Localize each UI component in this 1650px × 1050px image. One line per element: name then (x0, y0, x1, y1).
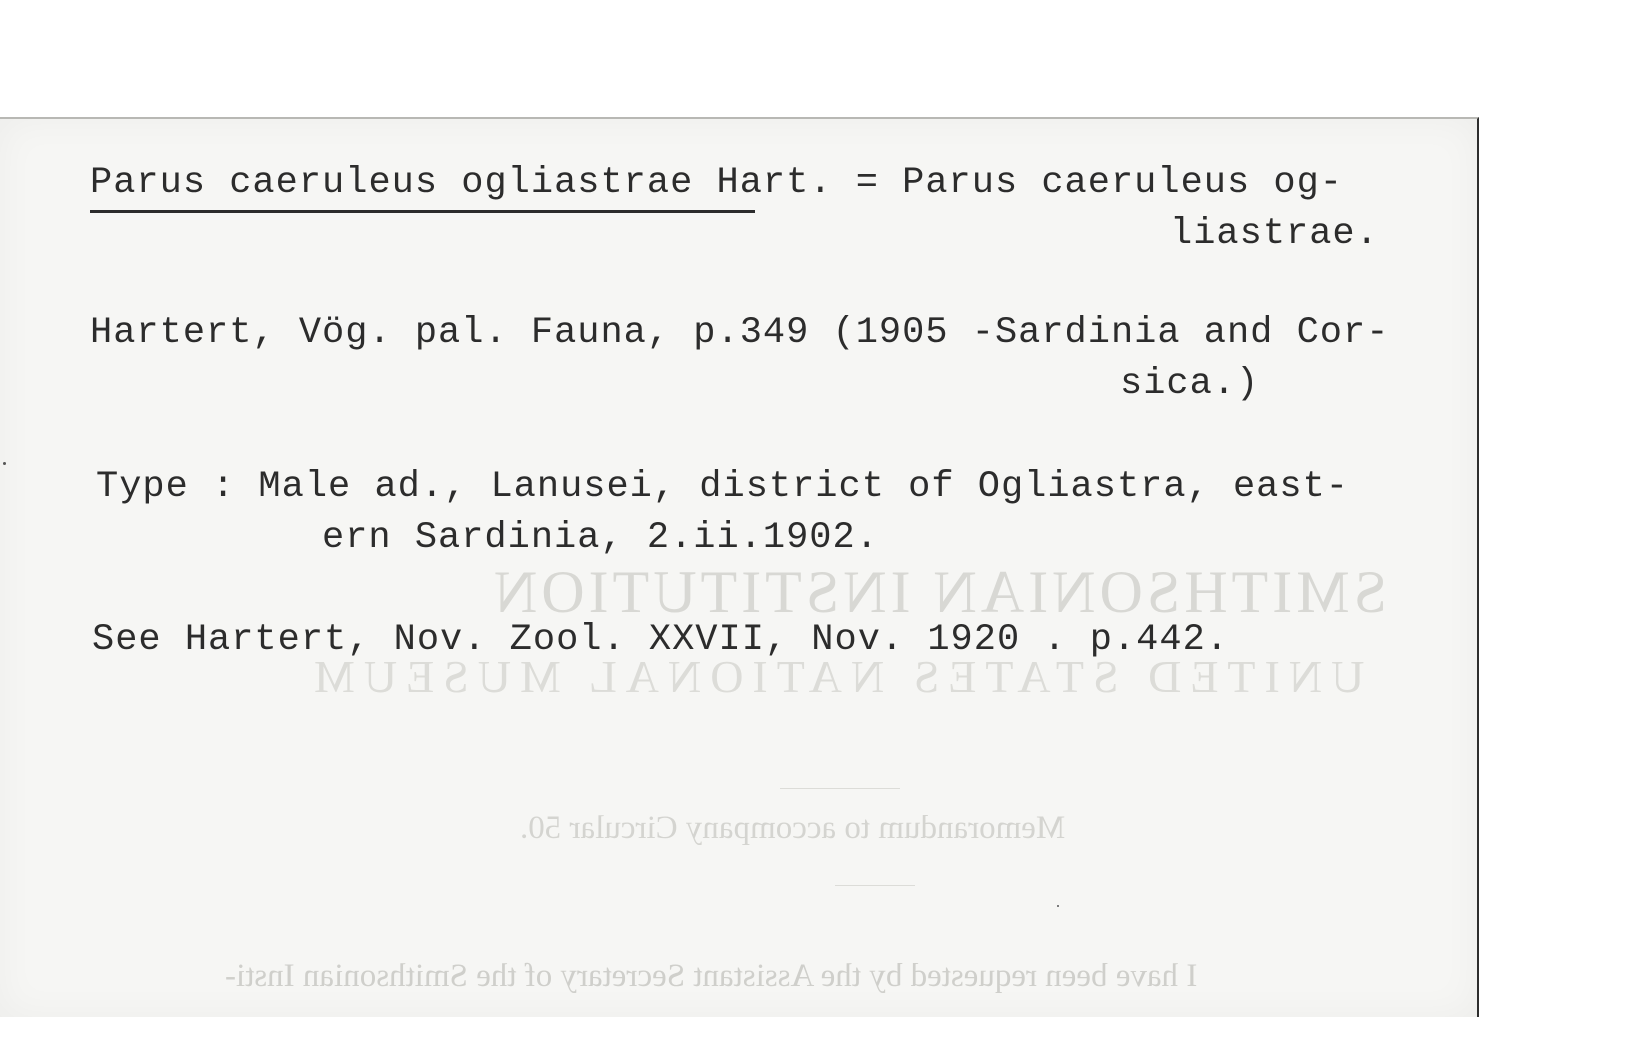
bleed-through-rule (780, 788, 900, 789)
card-line-3: Hartert, Vög. pal. Fauna, p.349 (1905 -Sardinia and Cor- (90, 312, 1390, 354)
species-name-underline (90, 210, 755, 213)
card-line-2: liastrae. (1170, 213, 1379, 255)
bleed-through-memo: Memorandum to accompany Circular 50. (520, 810, 1066, 846)
bleed-through-header: SMITHSONIAN INSTITUTION (490, 559, 1387, 625)
card-line-4: sica.) (1120, 363, 1260, 405)
card-line-5: Type : Male ad., Lanusei, district of Ogliastra, east- (96, 466, 1349, 508)
bleed-through-rule-2 (835, 885, 915, 886)
bleed-through-body: I have been requested by the Assistant Secretary of the Smithsonian Insti- (225, 958, 1198, 994)
scan-speck (3, 462, 6, 465)
bleed-through-subheader: UNITED STATES NATIONAL MUSEUM (305, 651, 1365, 702)
scan-speck (1057, 905, 1059, 907)
card-line-6: ern Sardinia, 2.ii.1902. (322, 517, 879, 559)
card-line-1: Parus caeruleus ogliastrae Hart. = Parus caeruleus og- (90, 162, 1343, 204)
card-line-7: See Hartert, Nov. Zool. XXVII, Nov. 1920 . p.442. (92, 619, 1229, 661)
